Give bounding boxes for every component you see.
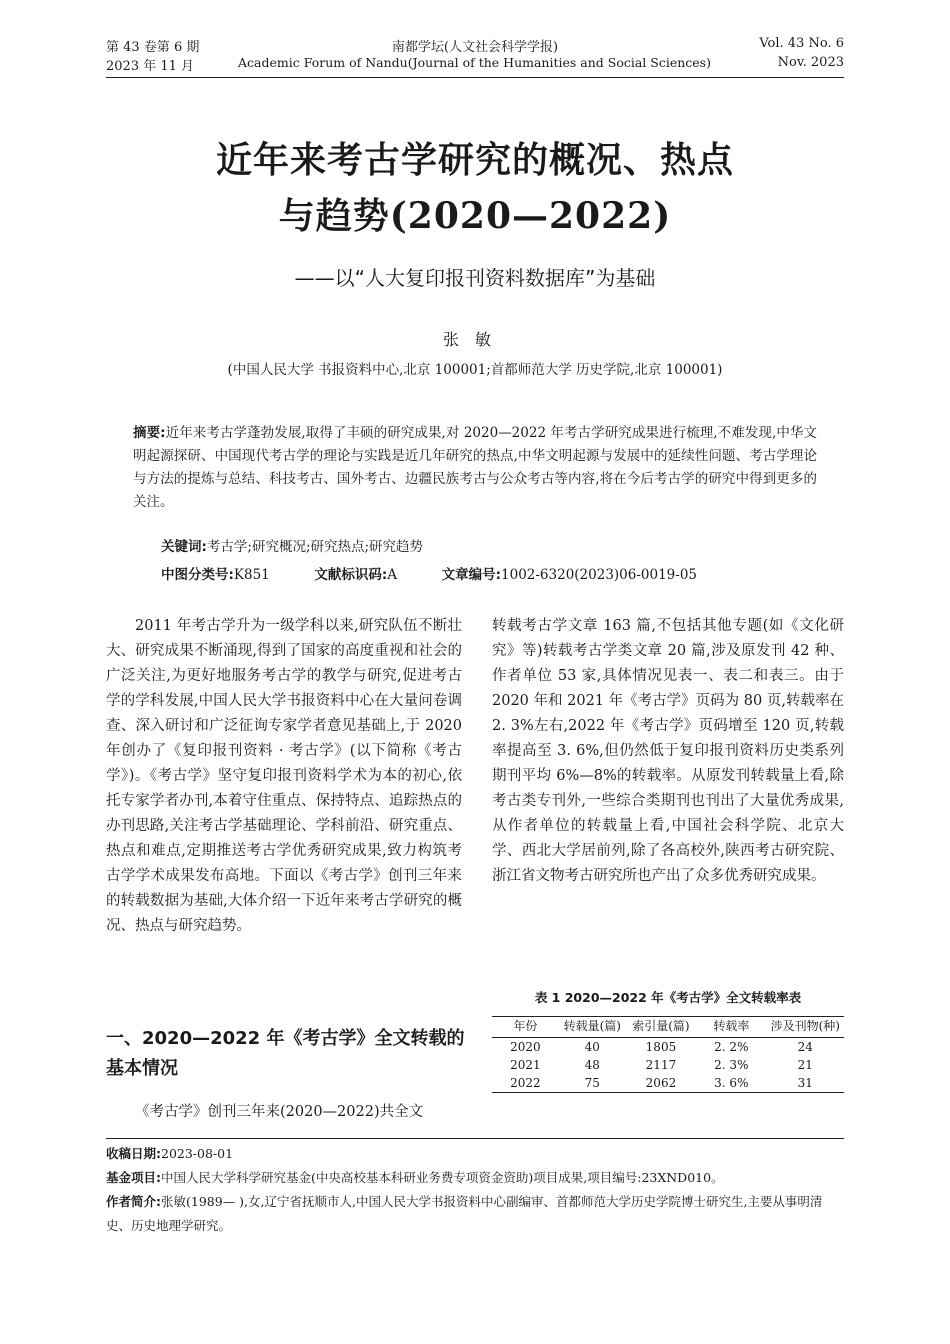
abstract-label: 摘要: <box>133 425 166 441</box>
footnote-received <box>106 1142 844 1166</box>
section-1-heading: 一、2020—2022 年《考古学》全文转载的基本情况 <box>106 1028 465 1079</box>
keywords <box>161 535 423 555</box>
journal-name-cn: 南都学坛(人文社会科学学报) <box>391 40 559 55</box>
footnote-fund <box>106 1166 844 1190</box>
table-1 <box>492 1016 844 1093</box>
fund-text: 中国人民大学科学研究基金(中央高校基本科研业务费专项资金资助)项目成果,项目编号:23XND010。 <box>161 1170 724 1185</box>
abstract-text: 近年来考古学蓬勃发展,取得了丰硕的研究成果,对 2020—2022 年考古学研究成果进行梳理,不难发现,中华文明起源探研、中国现代考古学的理论与实践是近几年研究的热点,中华文明起源与发展中的延续性问题、考古学理论与方法的提炼与总结、科技考古、国外考古、边疆民族考古与公众考古等内容,将在今后考古学的研究中得到更多的关注。 <box>133 425 817 510</box>
table-cell: 2. 3% <box>714 1058 749 1072</box>
table-header-cell: 转载量(篇) <box>559 1017 626 1038</box>
table-header-cell: 索引量(篇) <box>626 1017 696 1038</box>
table-header-cell: 涉及刊物(种) <box>767 1017 844 1038</box>
clc-value: K851 <box>233 567 270 583</box>
journal-name-en: Academic Forum of Nandu(Journal of the Humanities and Social Sciences) <box>238 55 711 70</box>
running-header-row2 <box>106 55 844 75</box>
keywords-label: 关键词: <box>161 539 207 555</box>
footnote-author-bio <box>106 1190 844 1238</box>
author-name: 张敏 <box>442 330 507 349</box>
table-cell: 48 <box>584 1058 600 1072</box>
title-line-2: 与趋势(2020—2022) <box>278 195 672 237</box>
title-line-1: 近年来考古学研究的概况、热点 <box>215 139 734 181</box>
body-paragraph-3: 转载考古学文章 163 篇,不包括其他专题(如《文化研究》等)转载考古学类文章 20 篇,涉及原发刊 42 种、作者单位 53 家,具体情况见表一、表二和表三。由于 2020 年和 2021 年《考古学》页码为 80 页,转载率在 2. 3%左右,2022 年《考古学》页码增至 120 页,转载率提高至 3. 6%,但仍然低于复印报刊资料历史类系列期刊平均 6%—8%的转载率。从原发刊转载量上看,除考古类专刊外,一些综合类期刊也刊出了大量优秀成果,从作者单位的转载量上看,中国社会科学院、北京大学、西北大学居前列,除了各高校外,陕西考古研究院、浙江省文物考古研究所也产出了众多优秀研究成果。 <box>492 618 844 884</box>
table-1-caption: 表 1 2020—2022 年《考古学》全文转载率表 <box>534 990 802 1005</box>
table-cell: 24 <box>797 1040 813 1054</box>
issue-number-cn: 第 43 卷第 6 期 <box>106 40 200 55</box>
article-no-value: 1002-6320(2023)06-0019-05 <box>501 567 698 583</box>
body-right-column <box>492 614 844 889</box>
date-cn: 2023 年 11 月 <box>106 59 195 74</box>
received-label: 收稿日期: <box>106 1146 161 1161</box>
table-cell: 2020 <box>510 1040 541 1054</box>
table-cell: 2117 <box>645 1058 677 1072</box>
table-cell: 2062 <box>626 1074 696 1093</box>
table-cell: 21 <box>797 1058 813 1072</box>
table-cell: 75 <box>559 1074 626 1093</box>
doc-code-value: A <box>387 567 398 583</box>
doc-code-label: 文献标识码: <box>314 567 388 583</box>
table-row <box>492 1056 844 1074</box>
table-cell: 2. 2% <box>714 1040 749 1054</box>
volume-en: Vol. 43 No. 6 <box>759 36 844 51</box>
table-row <box>492 1038 844 1057</box>
table-cell: 3. 6% <box>696 1074 766 1093</box>
table-cell: 40 <box>584 1040 600 1054</box>
table-cell: 31 <box>767 1074 844 1093</box>
body-paragraph-2: 《考古学》创刊三年来(2020—2022)共全文 <box>135 1104 424 1120</box>
article-no-label: 文章编号: <box>441 567 502 583</box>
bio-text: 张敏(1989— ),女,辽宁省抚顺市人,中国人民大学书报资料中心副编审、首都师范大学历史学院博士研究生,主要从事明清史、历史地理学研究。 <box>106 1194 823 1233</box>
header-divider <box>106 77 844 78</box>
running-header-row1 <box>106 36 844 56</box>
table-cell: 2021 <box>510 1058 541 1072</box>
keywords-text: 考古学;研究概况;研究热点;研究趋势 <box>206 539 424 555</box>
footnote-divider <box>106 1138 844 1139</box>
subtitle: ——以“人大复印报刊资料数据库”为基础 <box>294 266 656 290</box>
abstract <box>133 422 817 514</box>
date-en: Nov. 2023 <box>777 55 844 70</box>
bio-label: 作者简介: <box>106 1194 161 1209</box>
clc-label: 中图分类号: <box>161 567 234 583</box>
body-left-column-bottom <box>106 1100 462 1125</box>
received-date: 2023-08-01 <box>161 1146 234 1161</box>
table-cell: 2022 <box>492 1074 559 1093</box>
table-cell: 1805 <box>645 1040 677 1054</box>
table-header-cell: 转载率 <box>696 1017 766 1038</box>
classification-line <box>161 563 697 583</box>
table-row <box>492 1074 844 1093</box>
body-left-column <box>106 614 462 939</box>
author-affiliation: (中国人民大学 书报资料中心,北京 100001;首都师范大学 历史学院,北京 100001) <box>227 362 723 378</box>
table-header-row <box>492 1017 844 1038</box>
table-header-cell: 年份 <box>492 1017 559 1038</box>
fund-label: 基金项目: <box>106 1170 161 1185</box>
body-paragraph-1: 2011 年考古学升为一级学科以来,研究队伍不断壮大、研究成果不断涌现,得到了国家的高度重视和社会的广泛关注,为更好地服务考古学的教学与研究,促进考古学的学科发展,中国人民大学书报资料中心在大量问卷调查、深入研讨和广泛征询专家学者意见基础上,于 2020 年创办了《复印报刊资料 · 考古学》(以下简称《考古学》)。《考古学》坚守复印报刊资料学术为本的初心,依托专家学者办刊,本着守住重点、保持特点、追踪热点的办刊思路,关注考古学基础理论、学科前沿、研究重点、热点和难点,定期推送考古学优秀研究成果,致力构筑考古学学术成果发布高地。下面以《考古学》创刊三年来的转载数据为基础,大体介绍一下近年来考古学研究的概况、热点与研究趋势。 <box>106 618 462 934</box>
